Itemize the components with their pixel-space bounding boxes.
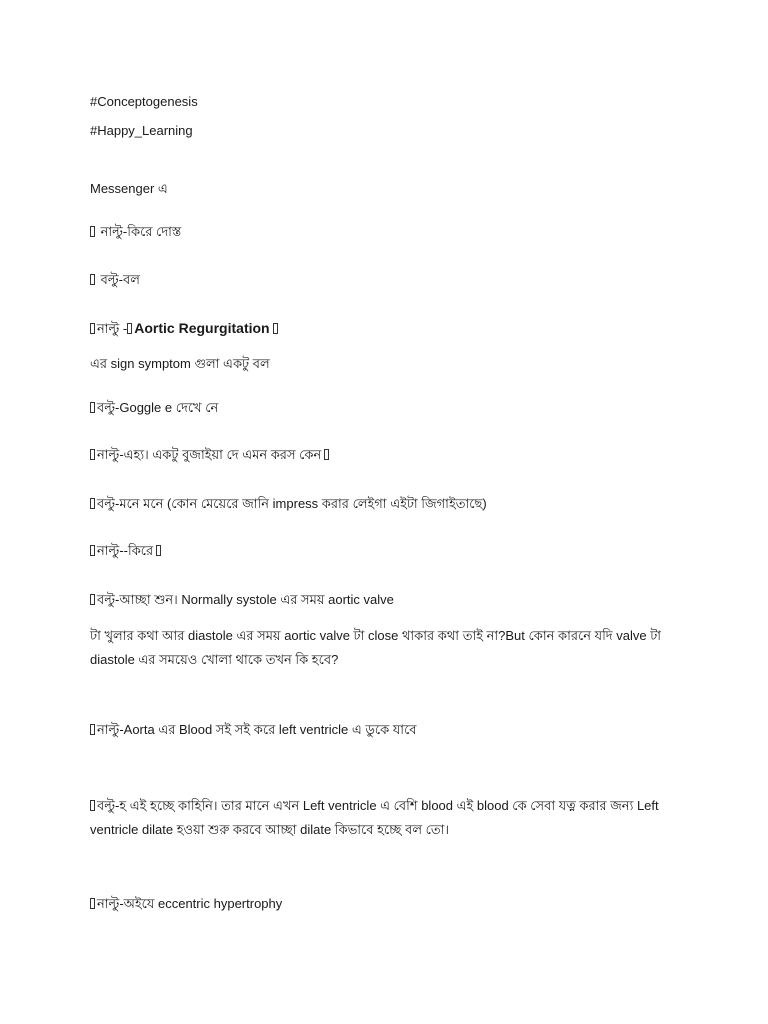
dialogue-text: নাল্টু-Aorta এর Blood সই সই করে left ventricle এ ডুকে যাবে bbox=[97, 722, 417, 737]
dialogue-line-1 bbox=[90, 224, 181, 240]
dialogue-text: নাল্টু-অইযে eccentric hypertrophy bbox=[97, 896, 283, 911]
missing-glyph-icon bbox=[90, 226, 95, 237]
missing-glyph-icon bbox=[324, 449, 329, 460]
dialogue-paragraph-12 bbox=[90, 794, 680, 842]
dialogue-line-4: এর sign symptom গুলা একটু বল bbox=[90, 356, 270, 371]
intro-line: Messenger এ bbox=[90, 181, 168, 196]
dialogue-text: নাল্টু--কিরে bbox=[97, 543, 154, 558]
missing-glyph-icon bbox=[90, 402, 95, 413]
dialogue-line-3 bbox=[90, 320, 278, 337]
dialogue-line-11 bbox=[90, 722, 417, 738]
dialogue-line-2 bbox=[90, 272, 140, 288]
dialogue-line-5 bbox=[90, 400, 218, 416]
dialogue-text: নাল্টু-কিরে দোস্ত bbox=[97, 224, 182, 239]
dialogue-text: বল্টু-বল bbox=[97, 272, 140, 287]
missing-glyph-icon bbox=[90, 323, 95, 334]
dialogue-line-7 bbox=[90, 496, 487, 512]
dialogue-text: নাল্টু - bbox=[97, 321, 128, 336]
missing-glyph-icon bbox=[90, 274, 95, 285]
dialogue-text: নাল্টু-এহ্য। একটু বুজাইয়া দে এমন করস কেন bbox=[97, 447, 322, 462]
dialogue-line-13 bbox=[90, 896, 282, 912]
missing-glyph-icon bbox=[90, 800, 95, 811]
missing-glyph-icon bbox=[127, 323, 132, 334]
missing-glyph-icon bbox=[90, 449, 95, 460]
missing-glyph-icon bbox=[90, 498, 95, 509]
dialogue-text: বল্টু-Goggle e দেখে নে bbox=[97, 400, 219, 415]
dialogue-text: বল্টু-মনে মনে (কোন মেয়েরে জানি impress করার লেইগা এইটা জিগাইতাছে) bbox=[97, 496, 487, 511]
missing-glyph-icon bbox=[90, 594, 95, 605]
dialogue-text: বল্টু-আচ্ছা শুন। Normally systole এর সময় aortic valve bbox=[97, 592, 394, 607]
dialogue-line-8 bbox=[90, 543, 161, 559]
hashtag-happy-learning: #Happy_Learning bbox=[90, 123, 193, 138]
missing-glyph-icon bbox=[90, 898, 95, 909]
missing-glyph-icon bbox=[90, 724, 95, 735]
dialogue-text: বল্টু-হ এই হচ্ছে কাহিনি। তার মানে এখন Left ventricle এ বেশি blood এই blood কে সেবা যত্ন করার জন্য Left ventricle dilate হওয়া শুরু করবে আচ্ছা dilate কিভাবে হচ্ছে বল তো। bbox=[90, 798, 659, 837]
hashtag-conceptogenesis: #Conceptogenesis bbox=[90, 94, 198, 109]
topic-title: Aortic Regurgitation bbox=[134, 320, 270, 336]
missing-glyph-icon bbox=[90, 545, 95, 556]
dialogue-line-6 bbox=[90, 447, 329, 463]
dialogue-line-9 bbox=[90, 592, 394, 608]
missing-glyph-icon bbox=[273, 323, 278, 334]
dialogue-paragraph-10: টা খুলার কথা আর diastole এর সময় aortic valve টা close থাকার কথা তাই না?But কোন কারনে যদি valve টা diastole এর সময়েও খোলা থাকে তখন কি হবে? bbox=[90, 628, 662, 667]
missing-glyph-icon bbox=[156, 545, 161, 556]
